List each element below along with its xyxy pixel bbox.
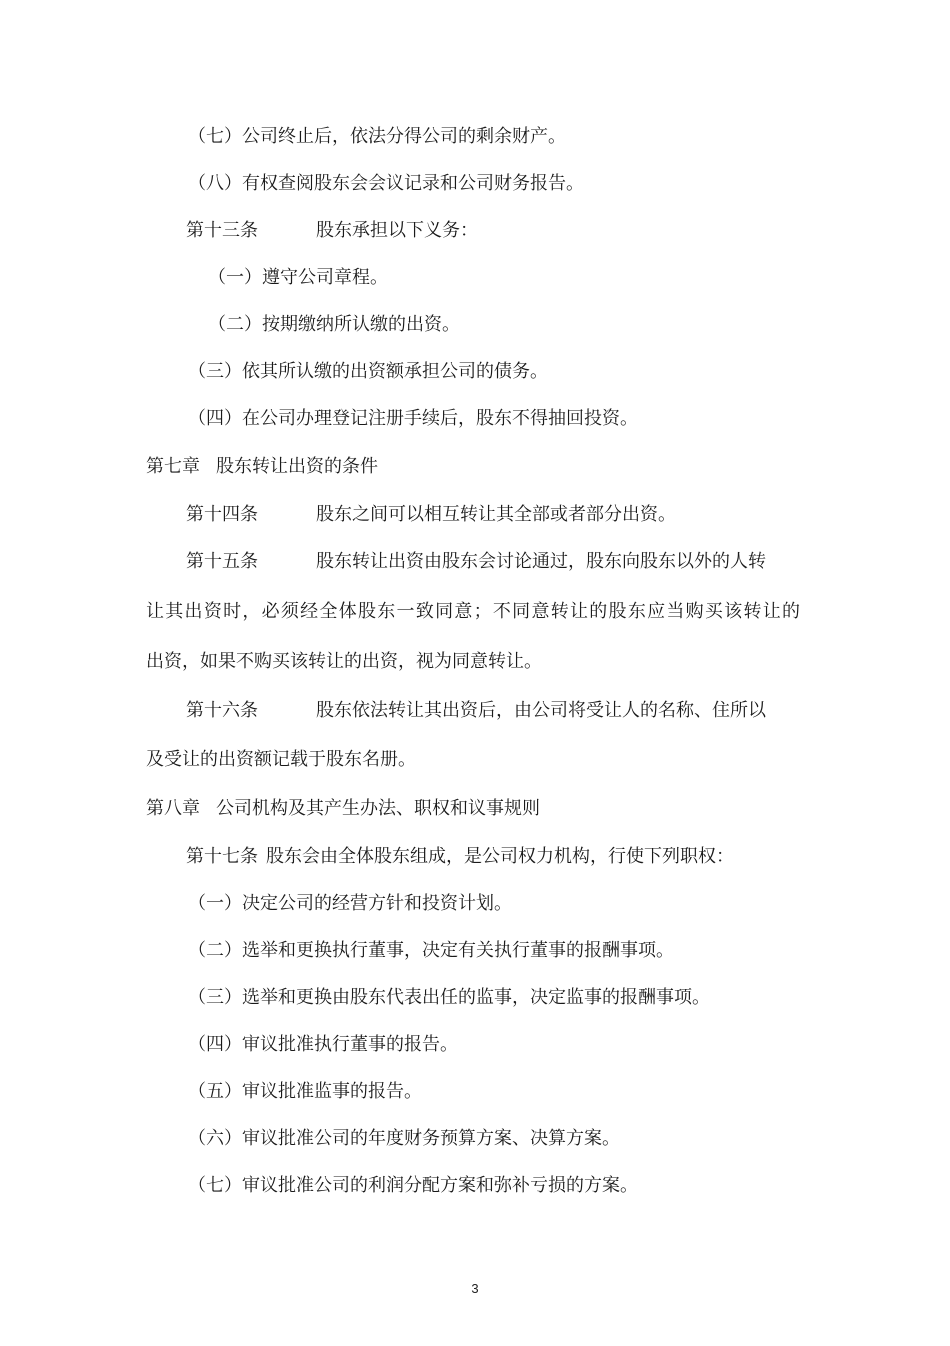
obligation-1: （一）遵守公司章程。 [208, 267, 388, 288]
article-number: 第十五条 [186, 551, 258, 572]
obligation-2: （二）按期缴纳所认缴的出资。 [208, 314, 460, 335]
clause-right-7: （七）公司终止后，依法分得公司的剩余财产。 [188, 126, 566, 147]
power-6: （六）审议批准公司的年度财务预算方案、决算方案。 [188, 1128, 620, 1149]
power-5: （五）审议批准监事的报告。 [188, 1081, 422, 1102]
article-17 [186, 845, 734, 869]
article-text: 股东承担以下义务： [316, 220, 478, 241]
article-number: 第十六条 [186, 700, 258, 721]
article-16 [186, 699, 766, 723]
article-14 [186, 503, 676, 527]
article-number: 第十四条 [186, 504, 258, 525]
article-13 [186, 219, 478, 243]
article-text: 股东之间可以相互转让其全部或者部分出资。 [316, 504, 676, 525]
power-2: （二）选举和更换执行董事，决定有关执行董事的报酬事项。 [188, 940, 674, 961]
article-number: 第十三条 [186, 220, 258, 241]
article-16-line-2: 及受让的出资额记载于股东名册。 [146, 749, 416, 770]
power-7: （七）审议批准公司的利润分配方案和弥补亏损的方案。 [188, 1175, 638, 1196]
clause-right-8: （八）有权查阅股东会会议记录和公司财务报告。 [188, 173, 584, 194]
power-1: （一）决定公司的经营方针和投资计划。 [188, 893, 512, 914]
chapter-title: 公司机构及其产生办法、职权和议事规则 [216, 798, 540, 819]
article-text: 股东依法转让其出资后，由公司将受让人的名称、住所以 [316, 700, 766, 721]
article-15-line-3: 出资，如果不购买该转让的出资，视为同意转让。 [146, 651, 542, 672]
article-text: 股东会由全体股东组成，是公司权力机构，行使下列职权： [266, 846, 734, 867]
page-number: 3 [471, 1281, 479, 1296]
article-text: 股东转让出资由股东会讨论通过，股东向股东以外的人转 [316, 551, 766, 572]
chapter-7-heading [146, 455, 378, 479]
power-4: （四）审议批准执行董事的报告。 [188, 1034, 458, 1055]
chapter-number: 第七章 [146, 456, 200, 477]
obligation-3: （三）依其所认缴的出资额承担公司的债务。 [188, 361, 548, 382]
article-number: 第十七条 [186, 846, 258, 867]
article-15-line-2: 让其出资时，必须经全体股东一致同意；不同意转让的股东应当购买该转让的 [146, 601, 800, 622]
chapter-number: 第八章 [146, 798, 200, 819]
article-15 [186, 550, 766, 574]
power-3: （三）选举和更换由股东代表出任的监事，决定监事的报酬事项。 [188, 987, 710, 1008]
chapter-8-heading [146, 797, 540, 821]
chapter-title: 股东转让出资的条件 [216, 456, 378, 477]
obligation-4: （四）在公司办理登记注册手续后，股东不得抽回投资。 [188, 408, 638, 429]
